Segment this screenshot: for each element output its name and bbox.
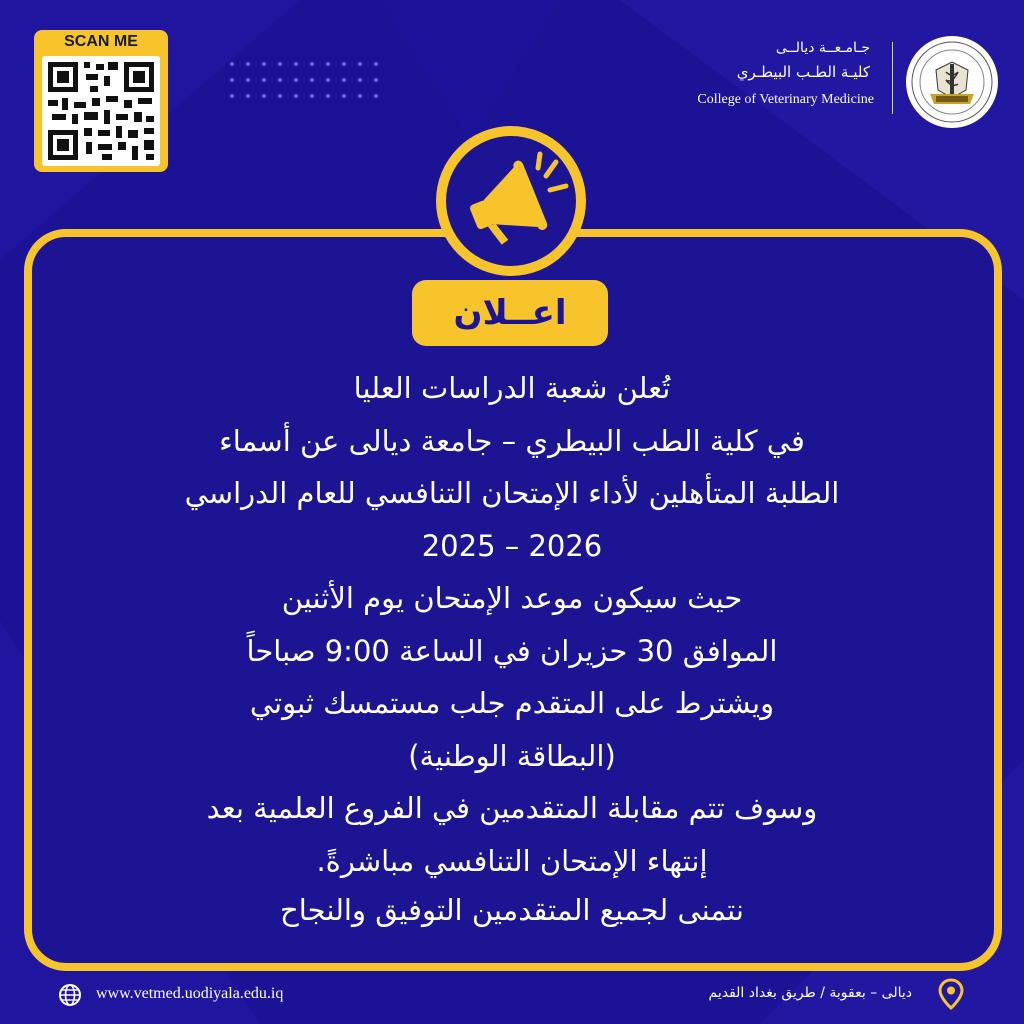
body-line: حيث سيكون موعد الإمتحان يوم الأثنين — [281, 581, 743, 615]
body-line: الموافق 30 حزيران في الساعة 9:00 صباحاً — [246, 633, 778, 668]
body-line: وسوف تتم مقابلة المتقدمين في الفروع العلمية بعد — [206, 791, 818, 825]
qr-code[interactable] — [42, 56, 160, 166]
body-line: تُعلن شعبة الدراسات العليا — [353, 371, 671, 405]
university-name-ar: جـامـعــة ديالــى — [775, 40, 870, 56]
announcement-body — [64, 362, 960, 887]
address-text: ديالى – بعقوبة / طريق بغداد القديم — [708, 985, 912, 1001]
body-line: (البطاقة الوطنية) — [408, 738, 616, 773]
closing-line: نتمنى لجميع المتقدمين التوفيق والنجاح — [280, 893, 744, 927]
announcement-badge — [412, 280, 608, 346]
megaphone-icon — [446, 136, 576, 266]
location-pin-icon — [938, 978, 964, 1010]
scan-me-label: SCAN ME — [64, 33, 138, 50]
college-name-ar: كليـة الطـب البيطـري — [736, 63, 870, 81]
announcement-title: اعــلان — [453, 293, 567, 333]
globe-icon — [58, 983, 82, 1007]
college-logo — [906, 36, 998, 128]
body-line: ويشترط على المتقدم جلب مستمسك ثبوتي — [249, 686, 775, 720]
website-link[interactable]: www.vetmed.uodiyala.edu.iq — [96, 985, 284, 1002]
decorative-dots — [228, 58, 388, 102]
body-line: إنتهاء الإمتحان التنافسي مباشرةً. — [316, 843, 708, 878]
body-line-year: 2025 – 2026 — [421, 528, 603, 563]
qr-code-block[interactable] — [34, 30, 168, 172]
header-divider — [892, 42, 893, 114]
body-line: في كلية الطب البيطري – جامعة ديالى عن أسماء — [219, 423, 805, 458]
body-line: الطلبة المتأهلين لأداء الإمتحان التنافسي للعام الدراسي — [184, 476, 840, 510]
college-name-en: College of Veterinary Medicine — [697, 92, 874, 107]
